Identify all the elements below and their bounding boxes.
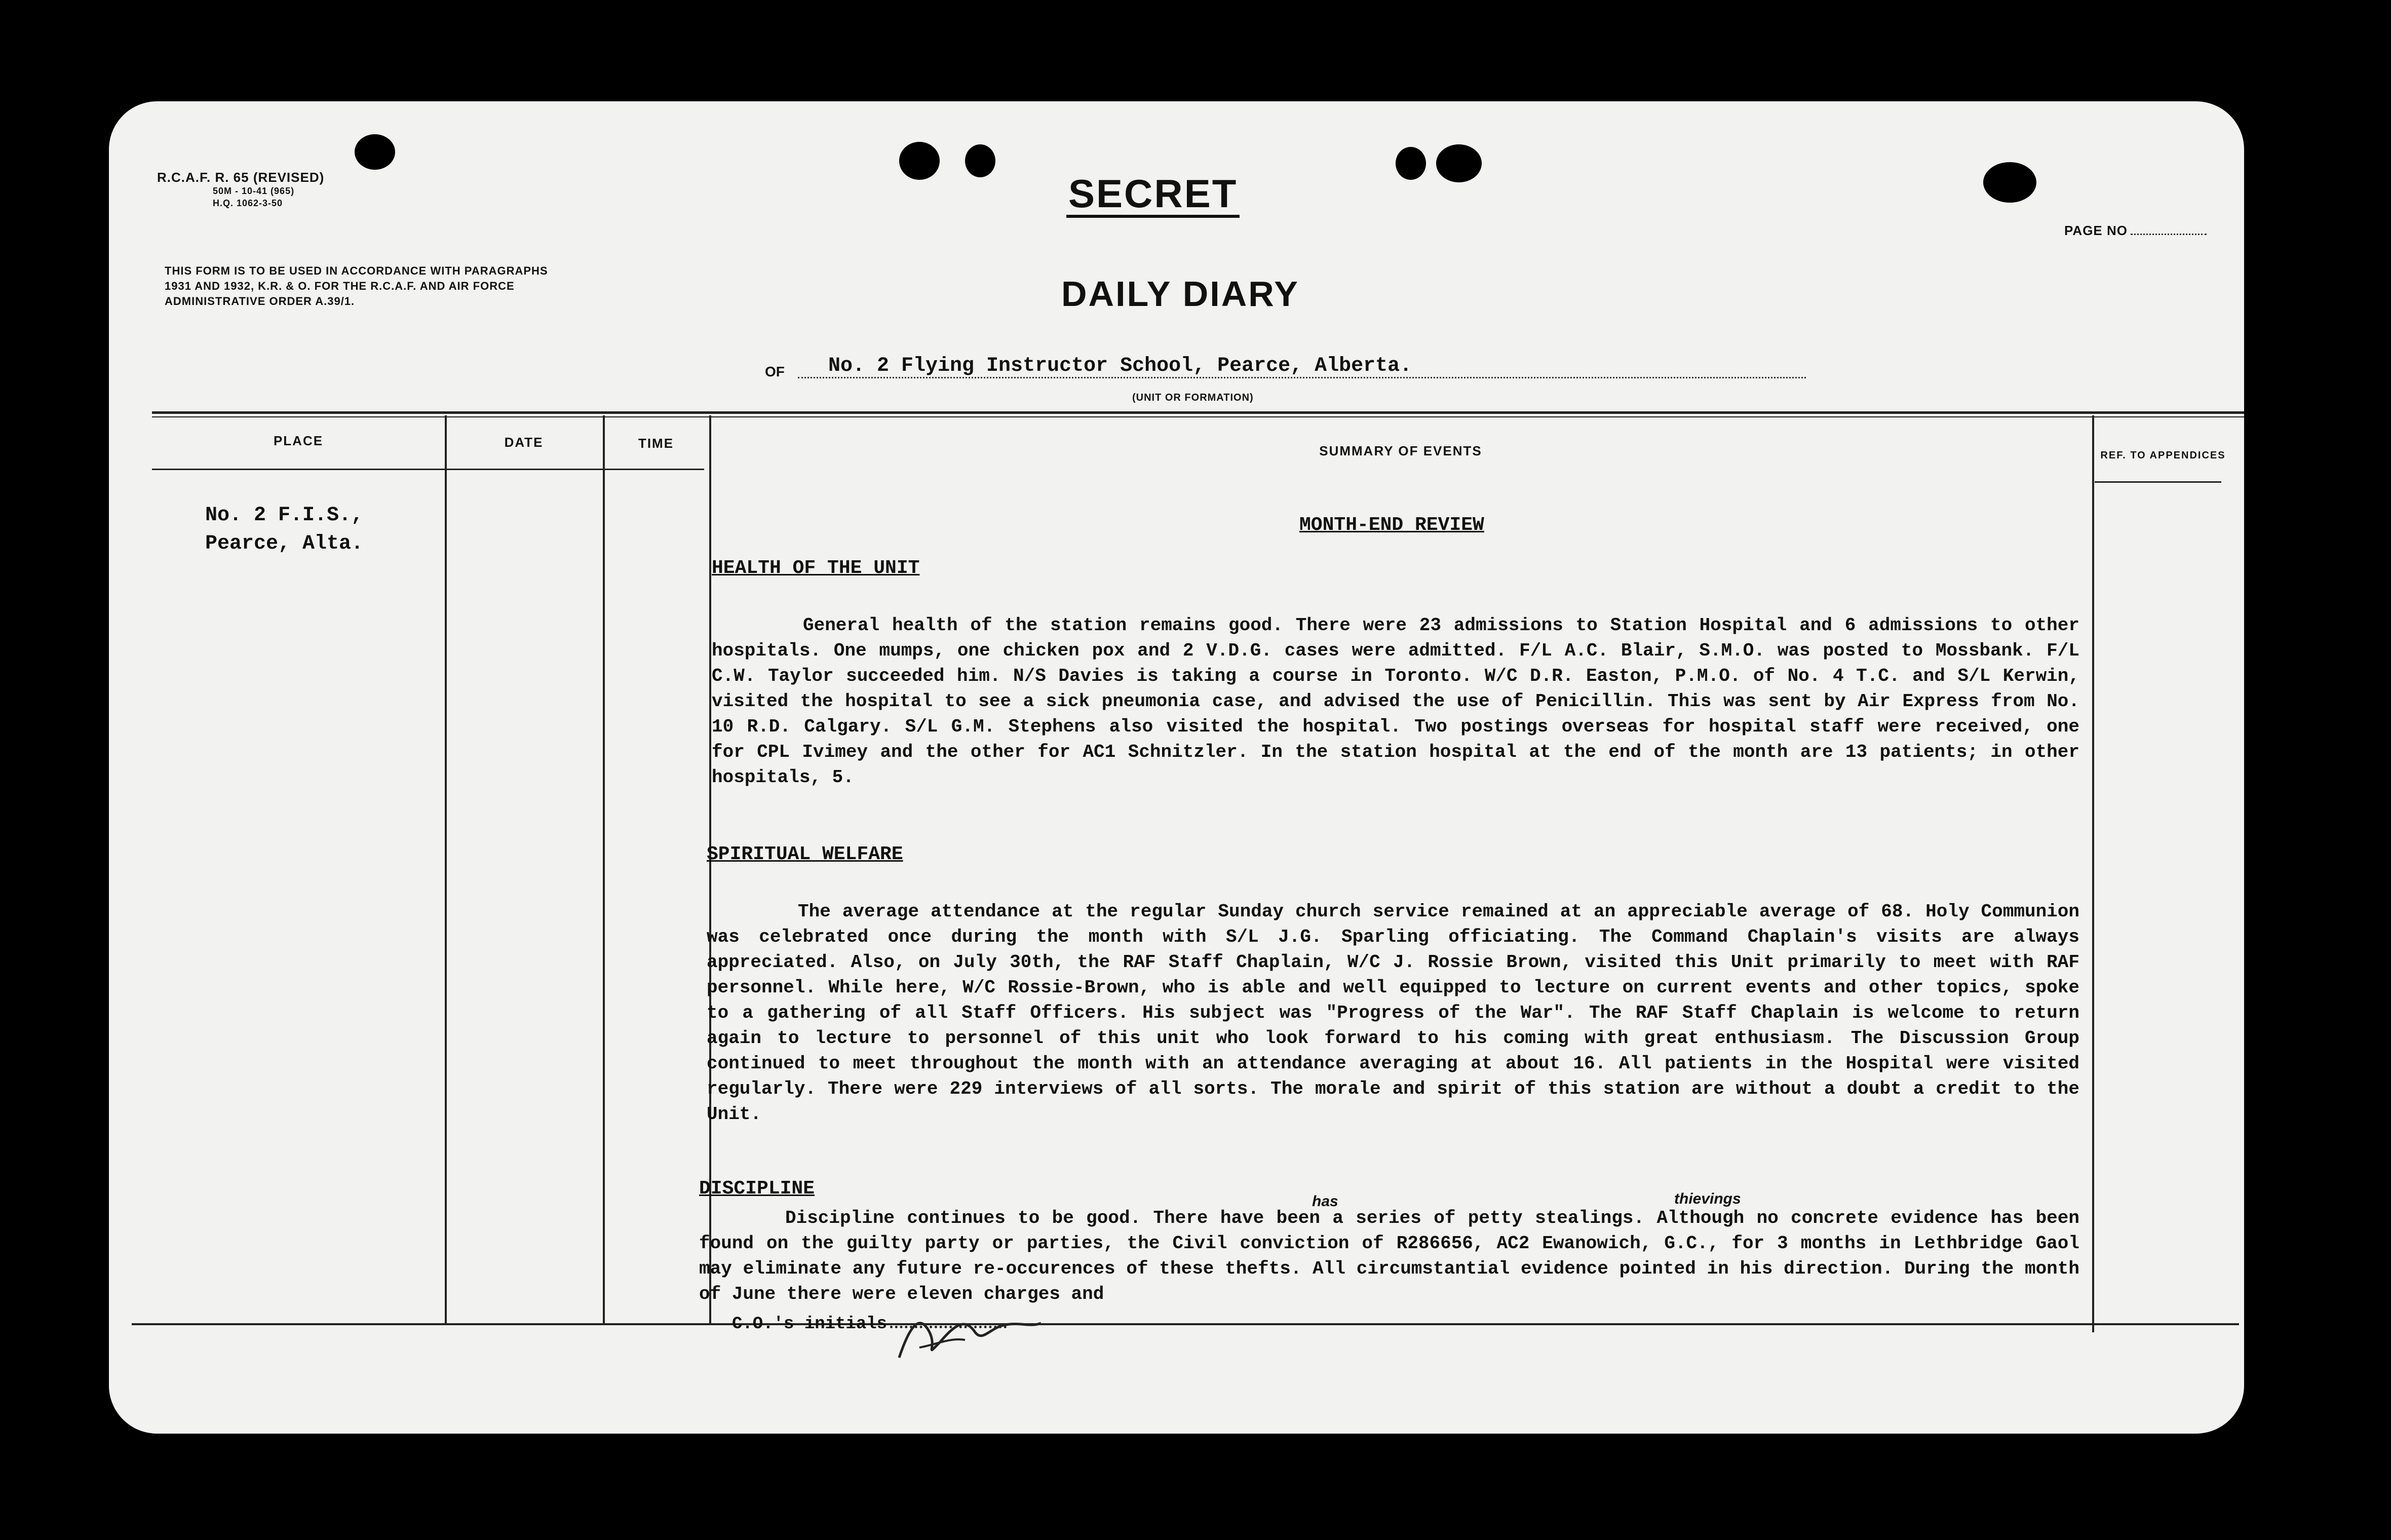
- diary-form: [109, 101, 2244, 1434]
- header-rule-bottom-ref: [2095, 481, 2221, 483]
- unit-caption: (UNIT OR FORMATION): [1132, 392, 1254, 403]
- section-heading-spiritual: SPIRITUAL WELFARE: [707, 843, 903, 865]
- column-header-date: DATE: [504, 435, 544, 450]
- unit-name: No. 2 Flying Instructor School, Pearce, Alberta.: [798, 355, 1806, 378]
- secret-stamp: SECRET: [1066, 172, 1240, 218]
- col-divider-date: [603, 415, 605, 1325]
- form-ref-line3: H.Q. 1062-3-50: [213, 198, 283, 208]
- header-rule-top: [152, 411, 2244, 414]
- column-header-summary: SUMMARY OF EVENTS: [1319, 443, 1482, 458]
- handwritten-correction-thievings: thievings: [1674, 1190, 1741, 1207]
- punch-hole: [965, 144, 995, 177]
- col-divider-summary: [2092, 415, 2094, 1332]
- section-heading-health: HEALTH OF THE UNIT: [712, 557, 920, 579]
- entry-place: No. 2 F.I.S., Pearce, Alta.: [205, 504, 364, 555]
- page-title: DAILY DIARY: [1061, 274, 1299, 314]
- initials-label: C.O.'s initials: [732, 1315, 888, 1334]
- section-text-discipline: Discipline continues to be good. There have been a series of petty stealings. Although no concrete evidence has been found on the guilty party or parties, the Civil conviction of R286656, AC2 Ewanowich, G.C., for 3 months in Lethbridge Gaol may eliminate any future re-occurences of these thefts. All circumstantial evidence pointed in his direction. During the month of June there were eleven charges and: [699, 1208, 2079, 1304]
- column-header-time: TIME: [638, 436, 674, 451]
- form-reference: [157, 170, 324, 209]
- form-ref-line2: 50M - 10-41 (965): [213, 186, 295, 196]
- punch-hole: [355, 134, 395, 170]
- of-label: OF: [765, 364, 785, 379]
- form-instructions: THIS FORM IS TO BE USED IN ACCORDANCE WITH PARAGRAPHS 1931 AND 1932, K.R. & O. FOR THE R.C.A.F. AND AIR FORCE ADMINISTRATIVE ORDER A.39/1.: [165, 264, 548, 307]
- review-title: MONTH-END REVIEW: [1299, 514, 1484, 536]
- col-divider-place: [445, 415, 447, 1325]
- footer-rule: [132, 1323, 2239, 1325]
- handwritten-correction-has: has: [1312, 1193, 1338, 1210]
- header-rule-top-2: [152, 416, 2244, 417]
- page-no-blank: [2131, 234, 2207, 235]
- section-text-health: General health of the station remains good. There were 23 admissions to Station Hospital and 6 admissions to other hospitals. One mumps, one chicken pox and 2 V.D.G. cases were admitted. F/L A.C. Blair, S.M.O. was posted to Mossbank. F/L C.W. Taylor succeeded him. N/S Davies is taking a course in Toronto. W/C D.R. Easton, P.M.O. of No. 4 T.C. and S/L Kerwin, visited the hospital to see a sick pneumonia case, and advised the use of Penicillin. This was sent by Air Express from No. 10 R.D. Calgary. S/L G.M. Stephens also visited the hospital. Two postings overseas for hospital staff were received, one for CPL Ivimey and the other for AC1 Schnitzler. In the station hospital at the end of the month are 13 patients; in other hospitals, 5.: [712, 615, 2079, 788]
- page-number-field: [2064, 223, 2207, 239]
- column-header-ref: REF. TO APPENDICES: [2100, 450, 2226, 461]
- signature: [889, 1297, 1051, 1368]
- section-heading-discipline: DISCIPLINE: [699, 1178, 815, 1200]
- header-rule-bottom: [152, 469, 704, 470]
- punch-hole: [1436, 144, 1482, 182]
- form-ref-line1: R.C.A.F. R. 65 (REVISED): [157, 170, 325, 185]
- column-header-place: PLACE: [273, 433, 324, 448]
- punch-hole: [1983, 162, 2036, 203]
- punch-hole: [1396, 147, 1426, 180]
- page-no-label: PAGE NO: [2064, 223, 2128, 238]
- section-text-spiritual: The average attendance at the regular Sunday church service remained at an appreciable average of 68. Holy Communion was celebrated once during the month with S/L J.G. Sparling officiating. The Command Chaplain's visits are always appreciated. Also, on July 30th, the RAF Staff Chaplain, W/C J. Rossie Brown, visited this Unit primarily to meet with RAF personnel. While here, W/C Rossie-Brown, who is able and well equipped to lecture on current events and other topics, spoke to a gathering of all Staff Officers. His subject was "Progress of the War". The RAF Staff Chaplain is welcome to return again to lecture to personnel of this unit who look forward to his coming with great enthusiasm. The Discussion Group continued to meet throughout the month with an attendance averaging at about 16. All patients in the Hospital were visited regularly. There were 229 interviews of all sorts. The morale and spirit of this station are without a doubt a credit to the Unit.: [707, 901, 2079, 1125]
- punch-hole: [899, 142, 940, 180]
